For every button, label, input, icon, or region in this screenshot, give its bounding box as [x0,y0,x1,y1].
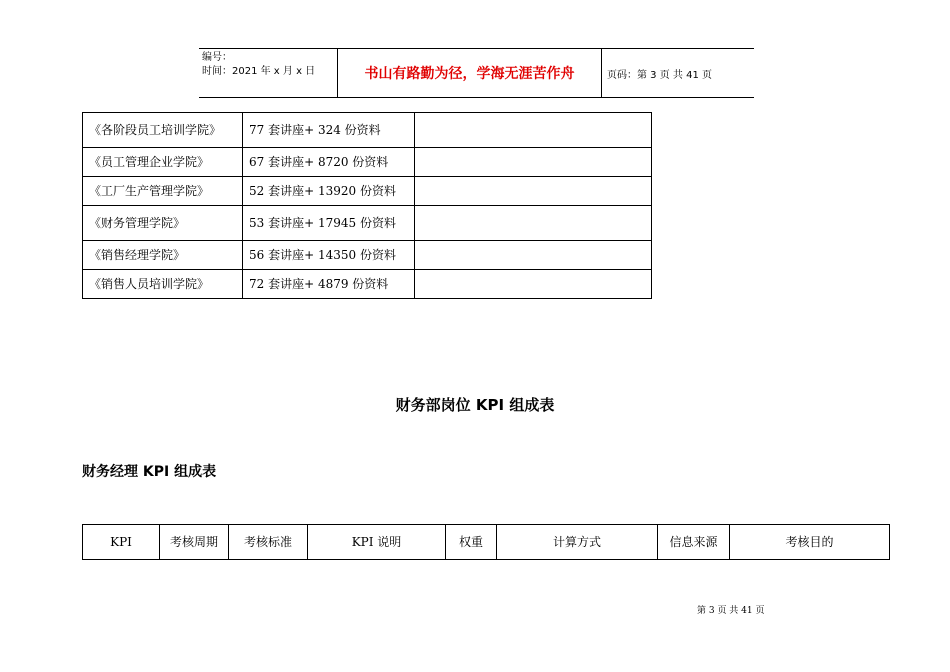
table-row [83,206,652,241]
kpi-table [82,524,890,560]
table-cell: 72 套讲座+ 4879 份资料 [243,270,415,299]
table-cell [415,177,652,206]
page-footer: 第 3 页 共 41 页 [697,606,765,616]
resource-table [82,112,652,299]
table-cell: 56 套讲座+ 14350 份资料 [243,241,415,270]
table-cell: 67 套讲座+ 8720 份资料 [243,148,415,177]
table-cell: 《财务管理学院》 [83,206,243,241]
column-header: 考核标准 [229,525,308,560]
table-cell: 《各阶段员工培训学院》 [83,113,243,148]
table-cell [415,113,652,148]
subsection-title: 财务经理 KPI 组成表 [82,464,217,480]
section-title: 财务部岗位 KPI 组成表 [395,396,555,414]
table-header-row [83,525,890,560]
column-header: KPI [83,525,160,560]
table-cell: 《员工管理企业学院》 [83,148,243,177]
table-cell: 53 套讲座+ 17945 份资料 [243,206,415,241]
table-cell [415,206,652,241]
table-cell: 《工厂生产管理学院》 [83,177,243,206]
table-row [83,177,652,206]
column-header: 考核周期 [160,525,229,560]
header-motto: 书山有路勤为径，学海无涯苦作舟 [364,66,575,82]
table-cell: 《销售人员培训学院》 [83,270,243,299]
header-divider [601,49,602,97]
table-row [83,148,652,177]
table-cell: 52 套讲座+ 13920 份资料 [243,177,415,206]
page-header [199,48,754,98]
column-header: 考核目的 [730,525,890,560]
table-row [83,113,652,148]
document-number-label: 编号： [202,52,232,63]
column-header: KPI 说明 [308,525,446,560]
table-cell [415,148,652,177]
header-page-number: 页码：第 3 页 共 41 页 [607,69,712,81]
column-header: 信息来源 [658,525,730,560]
table-cell: 77 套讲座+ 324 份资料 [243,113,415,148]
table-row [83,270,652,299]
table-cell [415,270,652,299]
column-header: 计算方式 [497,525,658,560]
document-time-label: 时间：2021 年 x 月 x 日 [202,66,316,77]
table-cell: 《销售经理学院》 [83,241,243,270]
table-row [83,241,652,270]
column-header: 权重 [446,525,497,560]
table-cell [415,241,652,270]
header-meta [202,51,315,79]
